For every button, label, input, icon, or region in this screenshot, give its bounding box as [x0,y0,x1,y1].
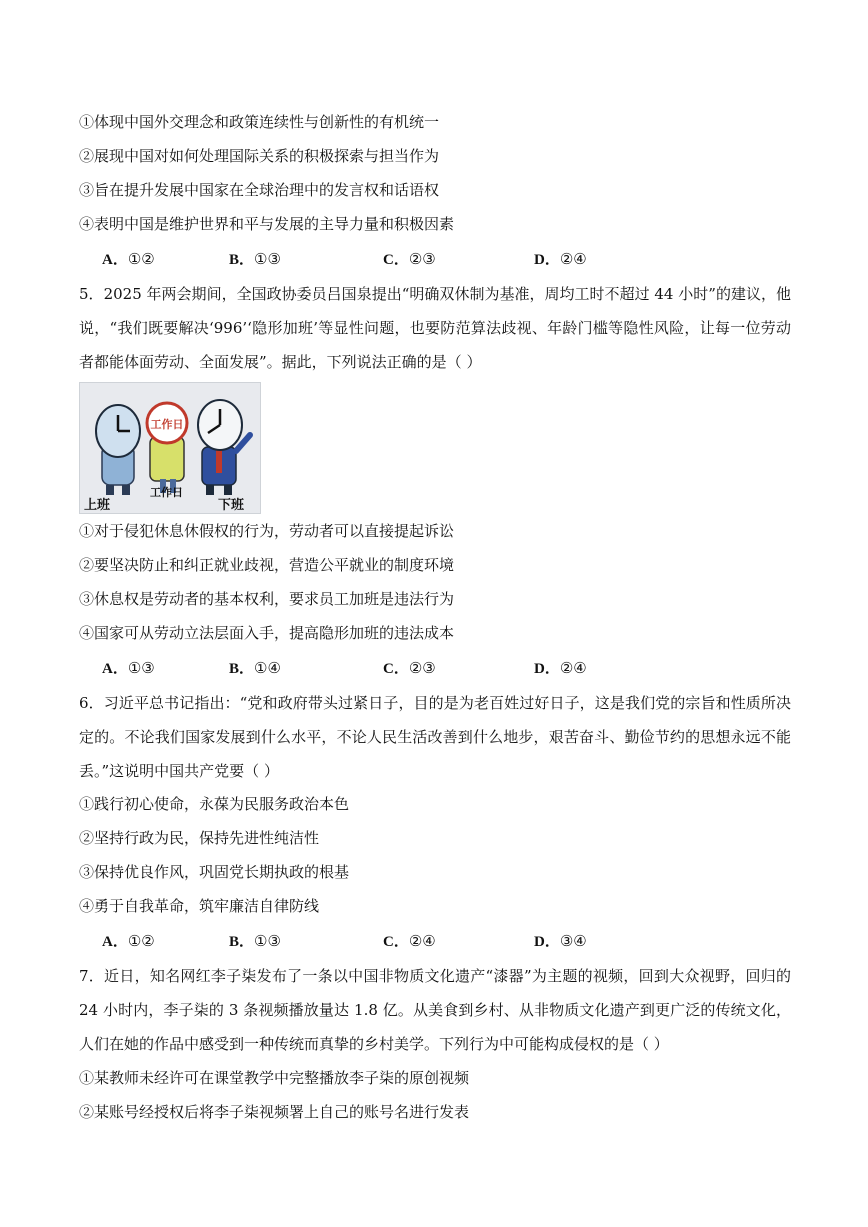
q6-statement-2: ②坚持行政为民，保持先进性纯洁性 [79,829,320,847]
q4-options [102,249,802,271]
sign-text: 工作日 [150,418,184,431]
q6-option-a[interactable]: A．①② [102,932,155,950]
q5-statement-2: ②要坚决防止和纠正就业歧视，营造公平就业的制度环境 [79,556,455,574]
q7-statement-2: ②某账号经授权后将李子柒视频署上自己的账号名进行发表 [79,1103,470,1121]
q5-option-b[interactable]: B．①④ [229,659,281,677]
q4-statement-1: ①体现中国外交理念和政策连续性与创新性的有机统一 [79,113,440,131]
q4-option-d[interactable]: D．②④ [534,250,587,268]
q6-statement-1: ①践行初心使命，永葆为民服务政治本色 [79,795,350,813]
q4-option-a[interactable]: A．①② [102,250,155,268]
q5-cartoon-image [79,382,261,514]
q6-options [102,931,802,953]
q6-option-d[interactable]: D．③④ [534,932,587,950]
q6-option-b[interactable]: B．①③ [229,932,281,950]
label-middle: 工作日 [150,486,183,499]
q5-option-d[interactable]: D．②④ [534,659,587,677]
q4-statement-2: ②展现中国对如何处理国际关系的积极探索与担当作为 [79,147,440,165]
q5-statement-1: ①对于侵犯休息休假权的行为，劳动者可以直接提起诉讼 [79,522,455,540]
q5-statement-3: ③休息权是劳动者的基本权利，要求员工加班是违法行为 [79,590,455,608]
q7-statement-1: ①某教师未经许可在课堂教学中完整播放李子柒的原创视频 [79,1069,470,1087]
q4-option-c[interactable]: C．②③ [383,250,436,268]
label-left: 上班 [84,498,111,513]
q5-statement-4: ④国家可从劳动立法层面入手，提高隐形加班的违法成本 [79,624,455,642]
q4-option-b[interactable]: B．①③ [229,250,281,268]
q6-statement-4: ④勇于自我革命，筑牢廉洁自律防线 [79,897,320,915]
q7-stem: 7．近日，知名网红李子柒发布了一条以中国非物质文化遗产“漆器”为主题的视频，回到大众视野，回归的 24 小时内，李子柒的 3 条视频播放量达 1.8 亿。从美食到乡村、从非物质文化遗产到更广泛的传统文化，人们在她的作品中感受到一种传统而真挚的乡村美学。下列行为中可能构成侵权的是（ ） [79,967,791,1053]
q5-option-a[interactable]: A．①③ [102,659,155,677]
q6-option-c[interactable]: C．②④ [383,932,436,950]
q4-statement-4: ④表明中国是维护世界和平与发展的主导力量和积极因素 [79,215,455,233]
q6-stem: 6．习近平总书记指出：“党和政府带头过紧日子，目的是为老百姓过好日子，这是我们党的宗旨和性质所决定的。不论我们国家发展到什么水平，不论人民生活改善到什么地步，艰苦奋斗、勤俭节约的思想永远不能丢。”这说明中国共产党要（ ） [79,694,791,780]
q5-option-c[interactable]: C．②③ [383,659,436,677]
cartoon-clocks-illustration [80,383,260,513]
q5-options [102,658,802,680]
q4-statement-3: ③旨在提升发展中国家在全球治理中的发言权和话语权 [79,181,440,199]
middle-sign-figure [147,403,187,493]
q5-stem: 5．2025 年两会期间，全国政协委员吕国泉提出“明确双休制为基准，周均工时不超过 44 小时”的建议，他说，“我们既要解决‘996’‘隐形加班’等显性问题，也要防范算法歧视、年龄门槛等隐性风险，让每一位劳动者都能体面劳动、全面发展”。据此，下列说法正确的是（ ） [79,285,791,371]
q6-statement-3: ③保持优良作风，巩固党长期执政的根基 [79,863,350,881]
left-clock-figure [96,405,140,495]
label-right: 下班 [218,498,245,513]
